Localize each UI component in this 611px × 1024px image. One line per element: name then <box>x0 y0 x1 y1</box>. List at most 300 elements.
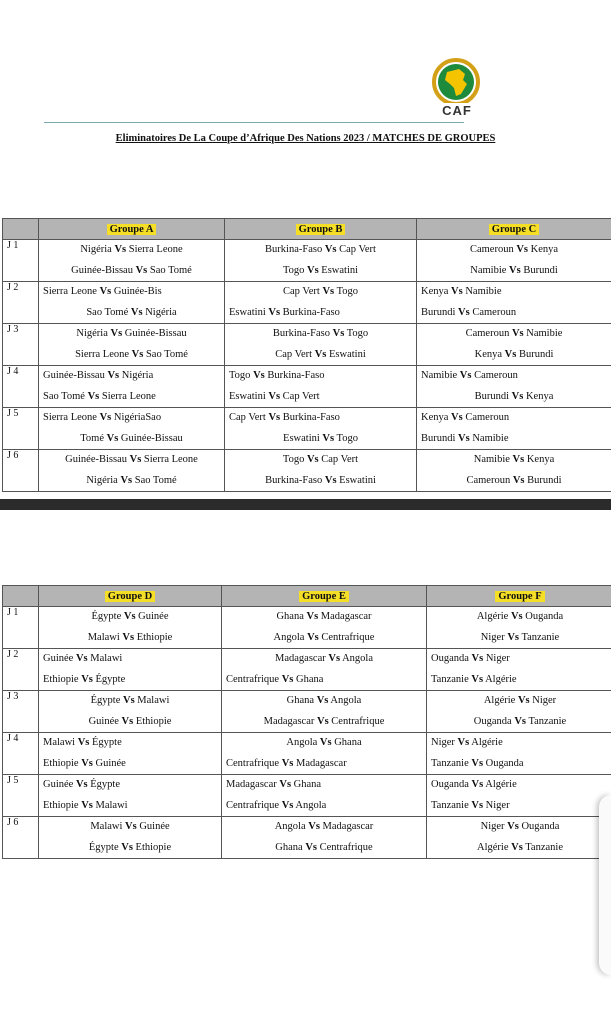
vs-label: Vs <box>81 673 93 685</box>
round-label: J 4 <box>3 733 39 775</box>
divider-bar <box>0 499 611 510</box>
group-matches-cell <box>39 649 222 691</box>
away-team: Namibie <box>472 432 509 444</box>
vs-label: Vs <box>123 611 136 622</box>
round-row <box>3 450 611 492</box>
vs-label: Vs <box>279 779 292 790</box>
home-team: Guinée <box>88 715 119 727</box>
match <box>427 817 611 838</box>
away-team: Centrafrique <box>331 715 385 727</box>
away-team: Cameroun <box>465 412 510 423</box>
match <box>39 387 224 408</box>
home-team: Algérie <box>476 611 509 622</box>
group-header <box>417 219 611 240</box>
vs-label: Vs <box>308 821 320 832</box>
vs-label: Vs <box>281 757 294 769</box>
vs-label: Vs <box>81 757 93 769</box>
group-matches-cell <box>417 408 611 450</box>
group-matches-cell <box>427 607 611 649</box>
match <box>225 471 416 492</box>
match <box>222 670 426 691</box>
away-team: Ouganda <box>525 611 564 622</box>
match <box>39 817 221 838</box>
match <box>225 366 416 387</box>
vs-label: Vs <box>511 328 524 339</box>
vs-label: Vs <box>99 412 112 423</box>
vs-label: Vs <box>253 370 265 381</box>
header-rule <box>44 122 464 123</box>
group-matches-cell <box>427 733 611 775</box>
home-team: Ouganda <box>473 715 512 727</box>
away-team: Sao Tomé <box>145 348 188 360</box>
home-team: Égypte <box>90 695 121 706</box>
home-team: Algérie <box>477 841 509 853</box>
home-team: Madagascar <box>263 715 315 727</box>
match <box>225 450 416 471</box>
away-team: Cap Vert <box>339 244 376 255</box>
away-team: Algérie <box>485 779 517 790</box>
home-team: Guinée-Bissau <box>43 370 105 381</box>
match <box>417 261 611 282</box>
home-team: Malawi <box>43 737 76 748</box>
vs-label: Vs <box>458 432 470 444</box>
group-matches-cell <box>222 691 427 733</box>
away-team: Kenya <box>530 244 559 255</box>
home-team: Tanzanie <box>431 757 469 769</box>
group-matches-cell <box>39 733 222 775</box>
vs-label: Vs <box>458 306 470 318</box>
match <box>39 628 221 649</box>
home-team: Ouganda <box>431 653 469 664</box>
match <box>225 429 416 450</box>
home-team: Ethiopie <box>43 799 79 811</box>
away-team: Togo <box>336 432 358 444</box>
away-team: Eswatini <box>321 264 359 276</box>
group-matches-cell <box>39 691 222 733</box>
home-team: Centrafrique <box>226 799 280 811</box>
away-team: Ghana <box>295 673 324 685</box>
vs-label: Vs <box>509 264 521 276</box>
match <box>39 733 221 754</box>
home-team: Kenya <box>421 412 449 423</box>
away-team: Ethiopie <box>136 631 173 643</box>
home-team: Cap Vert <box>282 286 320 297</box>
match <box>417 429 611 450</box>
match <box>39 261 224 282</box>
away-team: Burkina-Faso <box>282 306 340 318</box>
home-team: Namibie <box>470 264 507 276</box>
home-team: Burundi <box>421 432 456 444</box>
group-matches-cell <box>417 240 611 282</box>
away-team: Namibie <box>526 328 563 339</box>
match <box>222 733 426 754</box>
home-team: Eswatini <box>229 390 266 402</box>
match <box>39 240 224 261</box>
vs-label: Vs <box>107 370 120 381</box>
away-team: Centrafrique <box>319 841 373 853</box>
away-team: Égypte <box>90 779 120 790</box>
group-name: Groupe B <box>296 224 346 235</box>
svg-text:CAF: CAF <box>442 103 472 118</box>
home-team: Centrafrique <box>226 757 280 769</box>
scroll-handle[interactable] <box>599 795 611 975</box>
match <box>222 649 426 670</box>
match <box>39 649 221 670</box>
vs-label: Vs <box>511 390 524 402</box>
home-team: Guinée-Bissau <box>71 264 133 276</box>
match <box>427 607 611 628</box>
away-team: Togo <box>336 286 358 297</box>
home-team: Malawi <box>90 821 123 832</box>
group-matches-cell <box>222 817 427 859</box>
match <box>39 471 224 492</box>
round-row <box>3 366 611 408</box>
home-team: Cap Vert <box>229 412 266 423</box>
vs-label: Vs <box>322 432 335 444</box>
away-team: Guinée-Bissau <box>120 432 183 444</box>
vs-label: Vs <box>120 474 133 486</box>
group-name: Groupe C <box>489 224 539 235</box>
match <box>222 838 426 859</box>
schedule-table-groups-def <box>2 585 611 859</box>
round-label: J 6 <box>3 817 39 859</box>
vs-label: Vs <box>306 611 319 622</box>
match <box>39 429 224 450</box>
header-blank-cell <box>3 586 39 607</box>
round-label: J 2 <box>3 282 39 324</box>
match <box>417 240 611 261</box>
group-matches-cell <box>225 282 417 324</box>
vs-label: Vs <box>510 611 523 622</box>
home-team: Algérie <box>483 695 516 706</box>
match <box>222 754 426 775</box>
home-team: Togo <box>229 370 251 381</box>
away-team: Guinée-Bissau <box>124 328 187 339</box>
vs-label: Vs <box>77 737 90 748</box>
vs-label: Vs <box>281 799 294 811</box>
match <box>39 754 221 775</box>
group-matches-cell <box>417 450 611 492</box>
away-team: Burkina-Faso <box>267 370 325 381</box>
away-team: Algérie <box>471 737 503 748</box>
away-team: Angola <box>295 799 327 811</box>
group-name: Groupe A <box>107 224 157 235</box>
match <box>222 817 426 838</box>
away-team: Ouganda <box>485 757 524 769</box>
match <box>39 712 221 733</box>
vs-label: Vs <box>130 306 143 318</box>
home-team: Angola <box>274 821 306 832</box>
round-row <box>3 240 611 282</box>
away-team: Algérie <box>485 673 517 685</box>
home-team: Madagascar <box>275 653 326 664</box>
home-team: Namibie <box>473 454 510 465</box>
away-team: Namibie <box>465 286 502 297</box>
away-team: Malawi <box>137 695 170 706</box>
group-matches-cell <box>222 607 427 649</box>
vs-label: Vs <box>268 306 281 318</box>
group-header <box>39 219 225 240</box>
away-team: Angola <box>330 695 362 706</box>
round-row <box>3 817 611 859</box>
header-blank-cell <box>3 219 39 240</box>
home-team: Sierra Leone <box>43 412 97 423</box>
away-team: NigériaSao <box>113 412 162 423</box>
home-team: Ghana <box>275 841 303 853</box>
match <box>225 261 416 282</box>
away-team: Tanzanie <box>528 715 567 727</box>
round-label: J 6 <box>3 450 39 492</box>
away-team: Malawi <box>90 653 123 664</box>
match <box>39 607 221 628</box>
vs-label: Vs <box>324 244 337 255</box>
group-matches-cell <box>39 817 222 859</box>
schedule-table-groups-abc <box>2 218 611 492</box>
home-team: Madagascar <box>226 779 277 790</box>
vs-label: Vs <box>319 737 332 748</box>
match <box>225 345 416 366</box>
match <box>417 303 611 324</box>
match <box>417 324 611 345</box>
match <box>427 733 611 754</box>
home-team: Sierra Leone <box>43 286 97 297</box>
group-matches-cell <box>39 450 225 492</box>
vs-label: Vs <box>131 348 144 360</box>
group-matches-cell <box>39 282 225 324</box>
match <box>222 691 426 712</box>
vs-label: Vs <box>81 799 93 811</box>
away-team: Niger <box>485 653 510 664</box>
vs-label: Vs <box>307 631 319 643</box>
match <box>39 775 221 796</box>
group-matches-cell <box>39 366 225 408</box>
match <box>39 838 221 859</box>
vs-label: Vs <box>314 348 327 360</box>
vs-label: Vs <box>106 432 119 444</box>
home-team: Ouganda <box>431 779 469 790</box>
match <box>225 408 416 429</box>
away-team: Madagascar <box>320 611 372 622</box>
match <box>417 345 611 366</box>
away-team: Cap Vert <box>282 390 320 402</box>
home-team: Burkina-Faso <box>272 328 330 339</box>
match <box>39 408 224 429</box>
home-team: Burundi <box>474 390 510 402</box>
round-row <box>3 775 611 817</box>
home-team: Nigéria <box>80 244 112 255</box>
match <box>225 240 416 261</box>
vs-label: Vs <box>324 474 337 486</box>
vs-label: Vs <box>512 474 525 486</box>
match <box>39 366 224 387</box>
home-team: Burkina-Faso <box>265 474 323 486</box>
away-team: Sao Tomé <box>149 264 192 276</box>
away-team: Guinée-Bis <box>113 286 162 297</box>
group-header <box>222 586 427 607</box>
away-team: Ghana <box>293 779 322 790</box>
away-team: Nigéria <box>145 306 177 318</box>
home-team: Égypte <box>91 611 122 622</box>
group-matches-cell <box>427 775 611 817</box>
page-title: Eliminatoires De La Coupe d’Afrique Des Nations 2023 / MATCHES DE GROUPES <box>115 133 496 144</box>
vs-label: Vs <box>99 286 112 297</box>
match <box>39 796 221 817</box>
vs-label: Vs <box>512 454 525 465</box>
vs-label: Vs <box>514 715 526 727</box>
home-team: Ghana <box>276 611 304 622</box>
away-team: Burundi <box>527 474 562 486</box>
home-team: Eswatini <box>229 306 266 318</box>
vs-label: Vs <box>471 779 484 790</box>
home-team: Centrafrique <box>226 673 280 685</box>
round-row <box>3 282 611 324</box>
vs-label: Vs <box>457 737 470 748</box>
vs-label: Vs <box>121 841 133 853</box>
round-label: J 1 <box>3 607 39 649</box>
home-team: Niger <box>431 737 455 748</box>
away-team: Eswatini <box>339 474 376 486</box>
home-team: Malawi <box>87 631 120 643</box>
match <box>417 408 611 429</box>
vs-label: Vs <box>281 673 294 685</box>
home-team: Kenya <box>421 286 449 297</box>
home-team: Ethiopie <box>43 673 79 685</box>
vs-label: Vs <box>121 715 134 727</box>
away-team: Niger <box>532 695 557 706</box>
home-team: Guinée <box>43 779 74 790</box>
group-matches-cell <box>39 775 222 817</box>
vs-label: Vs <box>317 715 329 727</box>
match <box>427 712 611 733</box>
away-team: Burundi <box>523 264 558 276</box>
match <box>39 450 224 471</box>
vs-label: Vs <box>110 328 123 339</box>
group-header <box>427 586 611 607</box>
home-team: Ethiopie <box>43 757 79 769</box>
vs-label: Vs <box>125 821 137 832</box>
home-team: Burundi <box>421 306 456 318</box>
home-team: Sierra Leone <box>75 348 130 360</box>
away-team: Guinée <box>95 757 126 769</box>
vs-label: Vs <box>459 370 472 381</box>
away-team: Malawi <box>95 799 128 811</box>
vs-label: Vs <box>451 286 463 297</box>
header-row <box>3 586 611 607</box>
round-label: J 5 <box>3 775 39 817</box>
match <box>39 282 224 303</box>
home-team: Togo <box>282 454 305 465</box>
away-team: Sierra Leone <box>101 390 156 402</box>
away-team: Guinée <box>139 821 170 832</box>
group-name: Groupe D <box>105 591 155 602</box>
home-team: Angola <box>273 631 305 643</box>
group-matches-cell <box>225 324 417 366</box>
away-team: Cameroun <box>474 370 518 381</box>
vs-label: Vs <box>135 264 148 276</box>
match <box>417 471 611 492</box>
match <box>225 282 416 303</box>
vs-label: Vs <box>511 841 523 853</box>
group-matches-cell <box>417 282 611 324</box>
match <box>39 670 221 691</box>
group-matches-cell <box>427 649 611 691</box>
group-matches-cell <box>225 450 417 492</box>
match <box>427 796 611 817</box>
home-team: Nigéria <box>86 474 118 486</box>
home-team: Togo <box>282 264 305 276</box>
group-matches-cell <box>39 324 225 366</box>
vs-label: Vs <box>471 757 484 769</box>
vs-label: Vs <box>471 653 484 664</box>
away-team: Eswatini <box>329 348 366 360</box>
round-row <box>3 408 611 450</box>
group-matches-cell <box>225 366 417 408</box>
caf-logo <box>425 58 491 118</box>
vs-label: Vs <box>268 390 281 402</box>
vs-label: Vs <box>316 695 329 706</box>
vs-label: Vs <box>322 286 335 297</box>
away-team: Kenya <box>525 390 554 402</box>
group-matches-cell <box>222 775 427 817</box>
away-team: Burundi <box>518 348 554 360</box>
match <box>417 450 611 471</box>
match <box>417 282 611 303</box>
home-team: Cameroun <box>469 244 514 255</box>
home-team: Guinée <box>43 653 74 664</box>
round-label: J 3 <box>3 691 39 733</box>
match <box>427 670 611 691</box>
away-team: Togo <box>346 328 369 339</box>
group-matches-cell <box>39 240 225 282</box>
round-label: J 1 <box>3 240 39 282</box>
group-matches-cell <box>417 366 611 408</box>
away-team: Sao Tomé <box>134 474 177 486</box>
away-team: Cameroun <box>472 306 517 318</box>
match <box>427 775 611 796</box>
vs-label: Vs <box>471 673 484 685</box>
away-team: Tanzanie <box>521 631 560 643</box>
home-team: Tomé <box>80 432 104 444</box>
vs-label: Vs <box>75 779 88 790</box>
group-matches-cell <box>222 733 427 775</box>
vs-label: Vs <box>123 695 135 706</box>
match <box>427 628 611 649</box>
round-row <box>3 691 611 733</box>
home-team: Tanzanie <box>431 673 469 685</box>
away-team: Sierra Leone <box>143 454 198 465</box>
away-team: Ethiopie <box>135 715 172 727</box>
group-matches-cell <box>225 408 417 450</box>
match <box>222 796 426 817</box>
round-label: J 3 <box>3 324 39 366</box>
match <box>427 838 611 859</box>
group-matches-cell <box>427 817 611 859</box>
vs-label: Vs <box>307 264 319 276</box>
home-team: Sao Tomé <box>43 390 85 402</box>
away-team: Cap Vert <box>321 454 359 465</box>
away-team: Kenya <box>526 454 555 465</box>
home-team: Guinée-Bissau <box>65 454 127 465</box>
vs-label: Vs <box>517 695 530 706</box>
vs-label: Vs <box>504 348 517 360</box>
home-team: Cap Vert <box>275 348 313 360</box>
vs-label: Vs <box>516 244 528 255</box>
match <box>225 303 416 324</box>
home-team: Niger <box>480 631 505 643</box>
vs-label: Vs <box>305 841 317 853</box>
match <box>39 324 224 345</box>
group-matches-cell <box>427 691 611 733</box>
